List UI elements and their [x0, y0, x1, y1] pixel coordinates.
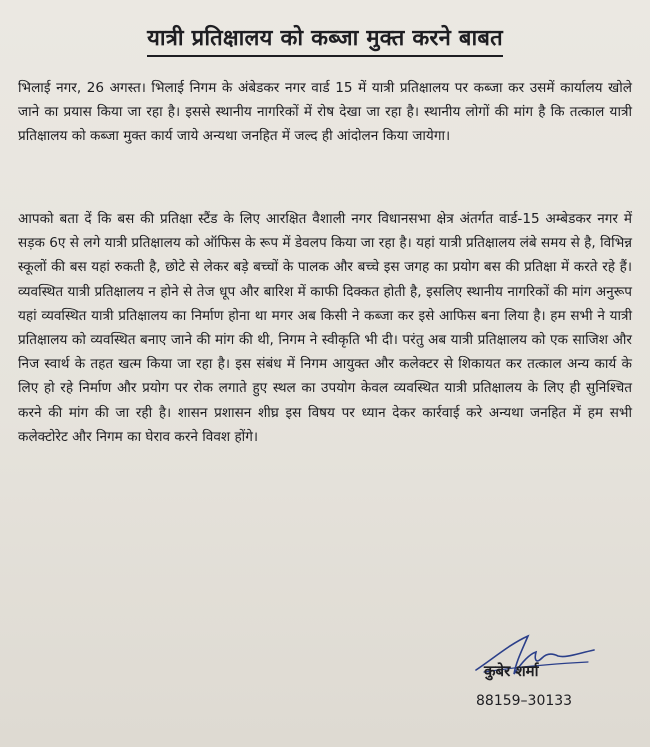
- signatory-name: कुबेर शर्मा: [484, 662, 539, 680]
- signatory-phone: 88159–30133: [476, 693, 573, 709]
- document-title: यात्री प्रतिक्षालय को कब्जा मुक्त करने बाबत: [147, 24, 503, 57]
- paragraph-body: आपको बता दें कि बस की प्रतिक्षा स्टैंड के लिए आरक्षित वैशाली नगर विधानसभा क्षेत्र अंतर्गत वार्ड-15 अम्बेडकर नगर में सड़क 6ए से लगे यात्री प्रतिक्षालय को ऑफिस के रूप में डेवलप किया जा रहा है। यहां यात्री प्रतिक्षालय लंबे समय से है, विभिन्न स्कूलों की बस यहां रुकती है, छोटे से लेकर बड़े बच्चों के पालक और बच्चे इस जगह का प्रयोग बस की प्रतिक्षा में करते रहे हैं। व्यवस्थित यात्री प्रतिक्षालय न होने से तेज धूप और बारिश में काफी दिक्कत होती है, इसलिए स्थानीय नागरिकों की मांग अनुरूप यहां व्यवस्थित यात्री प्रतिक्षालय का निर्माण होना था मगर अब किसी ने कब्जा कर इसे आफिस बना लिया है। हम सभी ने यात्री प्रतिक्षालय को व्यवस्थित बनाए जाने की मांग की थी, निगम ने स्वीकृति भी दी। परंतु अब यात्री प्रतिक्षालय को एक साजिश और निज स्वार्थ के तहत खत्म किया जा रहा है। इस संबंध में निगम आयुक्त और कलेक्टर से शिकायत कर तत्काल अन्य कार्य के लिए हो रहे निर्माण और प्रयोग पर रोक लगाते हुए स्थल का उपयोग केवल व्यवस्थित यात्री प्रतिक्षालय के लिए ही सुनिश्चित करने की मांग की जा रही है। शासन प्रशासन शीघ्र इस विषय पर ध्यान देकर कार्रवाई करे अन्यथा जनहित में हम सभी कलेक्टोरेट और निगम का घेराव करने विवश होंगे।: [18, 211, 632, 445]
- paragraph-intro: भिलाई नगर, 26 अगस्त। भिलाई निगम के अंबेडकर नगर वार्ड 15 में यात्री प्रतिक्षालय पर कब्जा कर उसमें कार्यालय खोले जाने का प्रयास किया जा रहा है। इससे स्थानीय नागरिकों में रोष देखा जा रहा है। स्थानीय लोगों की मांग है कि तत्काल यात्री प्रतिक्षालय को कब्जा मुक्त कार्य जाये अन्यथा जनहित में जल्द ही आंदोलन किया जायेगा।: [18, 80, 632, 145]
- document-title-block: [0, 24, 650, 57]
